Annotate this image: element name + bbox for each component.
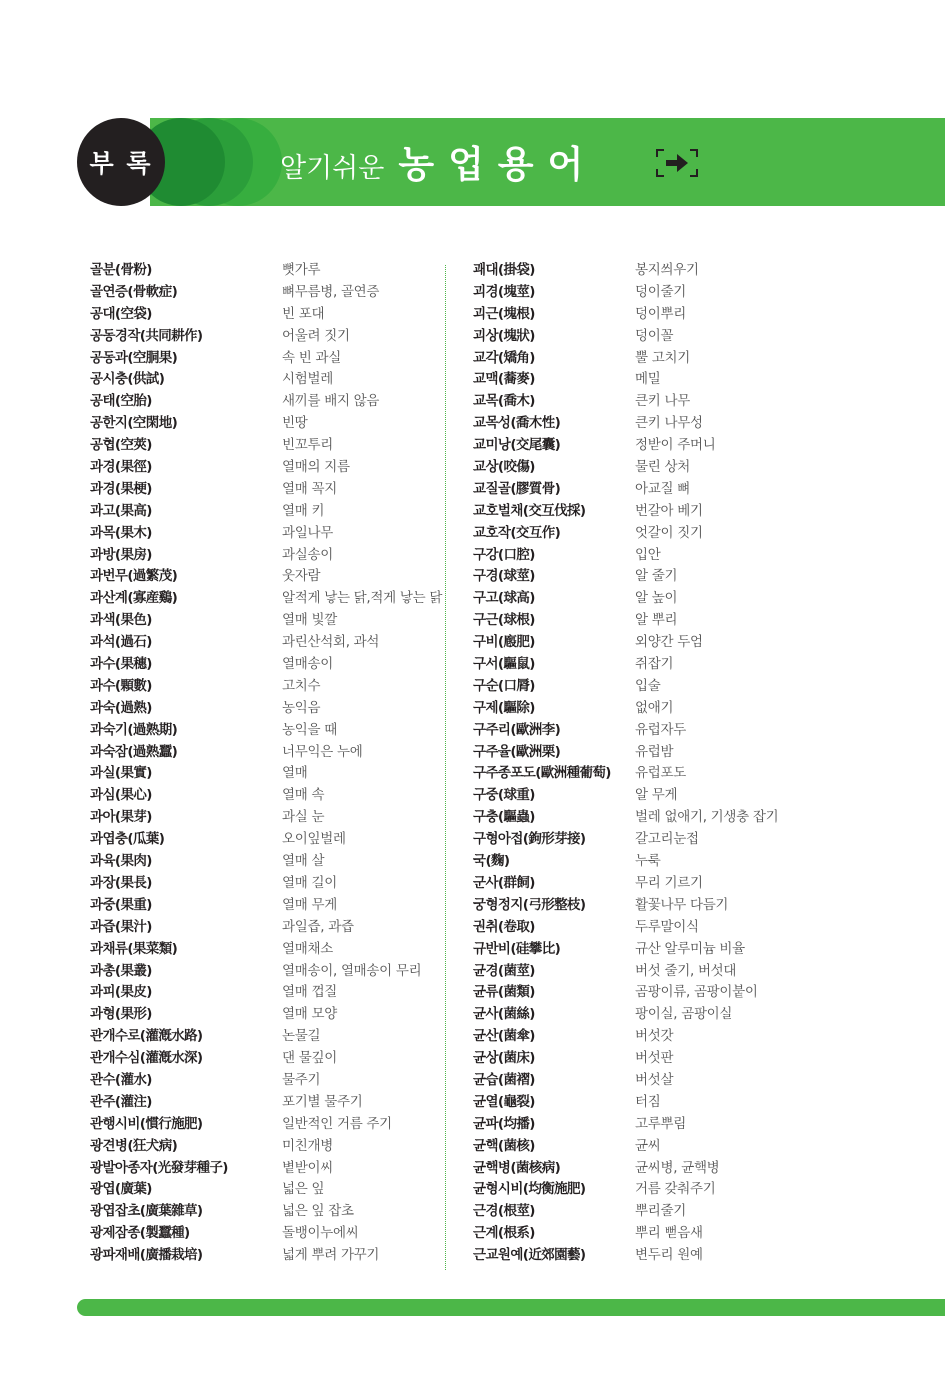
glossary-term: 공한지(空閑地) [90,415,178,432]
left-term-column [90,260,275,1267]
glossary-definition: 없애기 [635,699,674,716]
glossary-definition: 열매 무게 [282,896,337,913]
glossary-term: 과목(果木) [90,524,152,541]
glossary-term: 과채류(果菜類) [90,940,178,957]
glossary-term: 구강(口腔) [473,546,535,563]
glossary-term: 균핵(菌核) [473,1137,535,1154]
glossary-term: 균열(龜裂) [473,1093,535,1110]
glossary-term: 광발아종자(光發芽種子) [90,1159,228,1176]
glossary-term: 공협(空莢) [90,437,152,454]
glossary-definition: 돌뱅이누에씨 [282,1225,359,1242]
glossary-definition: 팡이실, 곰팡이실 [635,1006,733,1023]
glossary-term: 광엽잡초(廣葉雜草) [90,1203,203,1220]
glossary-definition: 정받이 주머니 [635,437,716,454]
glossary-definition: 곰팡이류, 곰팡이붙이 [635,984,758,1001]
glossary-term: 과실(果實) [90,765,152,782]
glossary-term: 구순(口脣) [473,677,535,694]
glossary-term: 광제잠종(製蠶種) [90,1225,190,1242]
glossary-term: 교목성(喬木性) [473,415,561,432]
glossary-definition: 볕받이씨 [282,1159,333,1176]
glossary-term: 구주종포도(歐洲種葡萄) [473,765,611,782]
appendix-badge: 부 록 [77,118,165,206]
glossary-definition: 알 뿌리 [635,612,678,629]
glossary-definition: 넓은 잎 [282,1181,325,1198]
glossary-term: 과고(果高) [90,502,152,519]
glossary-definition: 넓게 뿌려 가꾸기 [282,1247,380,1264]
glossary-definition: 버섯갓 [635,1028,674,1045]
glossary-term: 규반비(硅攀比) [473,940,561,957]
glossary-term: 구제(驅除) [473,699,535,716]
glossary-definition: 알적게 낳는 닭,적게 낳는 닭 [282,590,443,607]
glossary-term: 균습(菌褶) [473,1071,535,1088]
glossary-term: 과번무(過繁茂) [90,568,178,585]
glossary-term: 근계(根系) [473,1225,535,1242]
glossary-definition: 알 줄기 [635,568,678,585]
glossary-term: 구고(球高) [473,590,535,607]
glossary-definition: 알 높이 [635,590,678,607]
glossary-term: 과중(果重) [90,896,152,913]
glossary-term: 근교원예(近郊園藝) [473,1247,586,1264]
glossary-term: 과석(過石) [90,634,152,651]
glossary-term: 괴근(塊根) [473,305,535,322]
glossary-term: 궁형정지(弓形整枝) [473,896,586,913]
glossary-definition: 열매의 지름 [282,459,350,476]
glossary-definition: 물린 상처 [635,459,690,476]
glossary-definition: 쥐잡기 [635,656,674,673]
glossary-definition: 열매 모양 [282,1006,337,1023]
glossary-term: 광엽(廣葉) [90,1181,152,1198]
footer-bar [77,1299,945,1316]
glossary-definition: 과린산석회, 과석 [282,634,380,651]
glossary-definition: 거름 갖춰주기 [635,1181,716,1198]
glossary-term: 과심(果心) [90,787,152,804]
glossary-definition: 균씨병, 균핵병 [635,1159,720,1176]
glossary-term: 과육(果肉) [90,853,152,870]
glossary-term: 구주리(歐洲李) [473,721,561,738]
glossary-term: 구중(球重) [473,787,535,804]
glossary-definition: 터짐 [635,1093,661,1110]
glossary-term: 균산(菌傘) [473,1028,535,1045]
glossary-term: 교미낭(交尾囊) [473,437,561,454]
glossary-definition: 누룩 [635,853,661,870]
glossary-term: 과수(顆數) [90,677,152,694]
glossary-term: 과아(果芽) [90,809,152,826]
glossary-term: 과즙(果汁) [90,918,152,935]
glossary-definition: 큰키 나무 [635,393,690,410]
glossary-definition: 메밀 [635,371,661,388]
glossary-term: 교상(咬傷) [473,459,535,476]
glossary-definition: 뿔 고치기 [635,349,690,366]
glossary-definition: 변두리 원예 [635,1247,703,1264]
glossary-term: 과경(果徑) [90,459,152,476]
glossary-definition: 과실 눈 [282,809,325,826]
glossary-definition: 물주기 [282,1071,321,1088]
glossary-definition: 뼛가루 [282,262,321,278]
glossary-term: 과산계(寡産鷄) [90,590,178,607]
glossary-definition: 덩이줄기 [635,283,686,300]
glossary-definition: 엇갈이 짓기 [635,524,703,541]
glossary-definition: 열매 [282,765,308,782]
glossary-term: 균류(菌類) [473,984,535,1001]
glossary-definition: 알 무게 [635,787,678,804]
glossary-definition: 댄 물깊이 [282,1050,337,1067]
glossary-definition: 입안 [635,546,661,563]
right-term-column [473,260,628,1267]
glossary-definition: 유럽밤 [635,743,674,760]
glossary-term: 과색(果色) [90,612,152,629]
glossary-definition: 농익을 때 [282,721,337,738]
glossary-term: 구충(驅蟲) [473,809,535,826]
glossary-definition: 열매채소 [282,940,333,957]
glossary-term: 공동과(空胴果) [90,349,178,366]
glossary-term: 구비(廏肥) [473,634,535,651]
glossary-definition: 과일나무 [282,524,333,541]
page-title [280,134,597,190]
arrow-right-icon [655,147,699,179]
glossary-definition: 새끼를 배지 않음 [282,393,380,410]
glossary-definition: 열매 속 [282,787,325,804]
glossary-definition: 논물길 [282,1028,321,1045]
glossary-definition: 활꽃나무 다듬기 [635,896,729,913]
glossary-term: 구형아접(鉤形芽接) [473,831,586,848]
glossary-definition: 속 빈 과실 [282,349,341,366]
glossary-definition: 시험벌레 [282,371,333,388]
glossary-term: 골연증(骨軟症) [90,283,178,300]
glossary-definition: 덩이뿌리 [635,305,686,322]
glossary-term: 교각(矯角) [473,349,535,366]
glossary-definition: 열매 살 [282,853,325,870]
glossary-definition: 열매송이 [282,656,333,673]
glossary-term: 교질골(膠質骨) [473,480,561,497]
glossary-definition: 덩이꼴 [635,327,674,344]
glossary-term: 군사(群飼) [473,874,535,891]
glossary-definition: 버섯살 [635,1071,674,1088]
glossary-definition: 뿌리줄기 [635,1203,686,1220]
glossary-definition: 열매송이, 열매송이 무리 [282,962,422,979]
glossary-definition: 빈 포대 [282,305,325,322]
glossary-term: 과형(果形) [90,1006,152,1023]
glossary-term: 관수(灌水) [90,1071,152,1088]
glossary-term: 관개수로(灌漑水路) [90,1028,203,1045]
glossary-term: 관주(灌注) [90,1093,152,1110]
glossary-definition: 뿌리 뻗음새 [635,1225,703,1242]
title-prefix: 알기쉬운 [280,153,385,184]
glossary-term: 균경(菌莖) [473,962,535,979]
glossary-definition: 번갈아 베기 [635,502,703,519]
glossary-term: 광견병(狂犬病) [90,1137,178,1154]
glossary-term: 공동경작(共同耕作) [90,327,203,344]
glossary-term: 과숙기(過熟期) [90,721,178,738]
left-definition-column [282,260,443,1267]
glossary-term: 과숙(過熟) [90,699,152,716]
glossary-definition: 넓은 잎 잡초 [282,1203,354,1220]
glossary-definition: 봉지씌우기 [635,262,699,278]
glossary-definition: 무리 기르기 [635,874,703,891]
glossary-term: 구주율(歐洲栗) [473,743,561,760]
glossary-term: 과총(果叢) [90,962,152,979]
glossary-term: 권취(卷取) [473,918,535,935]
glossary-term: 과피(果皮) [90,984,152,1001]
glossary-definition: 규산 알루미늄 비율 [635,940,745,957]
glossary-term: 괘대(掛袋) [473,262,535,278]
glossary-term: 균사(菌絲) [473,1006,535,1023]
glossary-definition: 버섯판 [635,1050,674,1067]
glossary-term: 골분(骨粉) [90,262,152,278]
glossary-term: 근경(根莖) [473,1203,535,1220]
glossary-term: 공대(空袋) [90,305,152,322]
glossary-definition: 열매 꼭지 [282,480,337,497]
glossary-term: 괴경(塊莖) [473,283,535,300]
glossary-definition: 너무익은 누에 [282,743,363,760]
glossary-term: 균상(菌床) [473,1050,535,1067]
glossary-definition: 농익음 [282,699,321,716]
glossary-term: 과숙잠(過熟蠶) [90,743,178,760]
glossary-term: 관행시비(慣行施肥) [90,1115,203,1132]
glossary-term: 균핵병(菌核病) [473,1159,561,1176]
glossary-definition: 유럽포도 [635,765,686,782]
glossary-definition: 유럽자두 [635,721,686,738]
glossary-term: 교호작(交互作) [473,524,561,541]
glossary-definition: 뼈무름병, 골연증 [282,283,380,300]
column-divider [445,265,446,1270]
glossary-definition: 아교질 뼈 [635,480,690,497]
glossary-definition: 열매 길이 [282,874,337,891]
glossary-definition: 버섯 줄기, 버섯대 [635,962,737,979]
glossary-term: 괴상(塊狀) [473,327,535,344]
glossary-term: 구경(球莖) [473,568,535,585]
glossary-definition: 미친개병 [282,1137,333,1154]
glossary-definition: 오이잎벌레 [282,831,346,848]
glossary-definition: 두루말이식 [635,918,699,935]
glossary-term: 공시충(供試) [90,371,165,388]
glossary-term: 과경(果梗) [90,480,152,497]
glossary-definition: 열매 껍질 [282,984,337,1001]
glossary-definition: 갈고리눈접 [635,831,699,848]
glossary-definition: 입술 [635,677,661,694]
glossary-term: 국(麴) [473,853,510,870]
glossary-definition: 웃자람 [282,568,321,585]
glossary-definition: 과일즙, 과즙 [282,918,354,935]
glossary-term: 관개수심(灌漑水深) [90,1050,203,1067]
glossary-term: 교맥(蕎麥) [473,371,535,388]
right-definition-column [635,260,935,1267]
title-main: 농업용어 [398,143,598,186]
glossary-term: 공태(空胎) [90,393,152,410]
glossary-definition: 빈꼬투리 [282,437,333,454]
glossary-term: 과방(果房) [90,546,152,563]
glossary-term: 과수(果穗) [90,656,152,673]
glossary-term: 균형시비(均衡施肥) [473,1181,586,1198]
glossary-term: 광파재배(廣播栽培) [90,1247,203,1264]
glossary-definition: 벌레 없애기, 기생충 잡기 [635,809,779,826]
glossary-term: 과장(果長) [90,874,152,891]
glossary-term: 구근(球根) [473,612,535,629]
glossary-definition: 빈땅 [282,415,308,432]
glossary-definition: 고치수 [282,677,321,694]
glossary-definition: 고루뿌림 [635,1115,686,1132]
glossary-definition: 포기별 물주기 [282,1093,363,1110]
glossary-term: 구서(驅鼠) [473,656,535,673]
glossary-definition: 큰키 나무성 [635,415,703,432]
glossary-term: 균파(均播) [473,1115,535,1132]
glossary-definition: 균씨 [635,1137,661,1154]
glossary-term: 교목(喬木) [473,393,535,410]
glossary-term: 과엽충(瓜葉) [90,831,165,848]
glossary-definition: 열매 키 [282,502,325,519]
glossary-definition: 열매 빛깔 [282,612,337,629]
glossary-definition: 과실송이 [282,546,333,563]
glossary-definition: 일반적인 거름 주기 [282,1115,392,1132]
glossary-definition: 어울려 짓기 [282,327,350,344]
glossary-definition: 외양간 두엄 [635,634,703,651]
glossary-term: 교호벌채(交互伐採) [473,502,586,519]
